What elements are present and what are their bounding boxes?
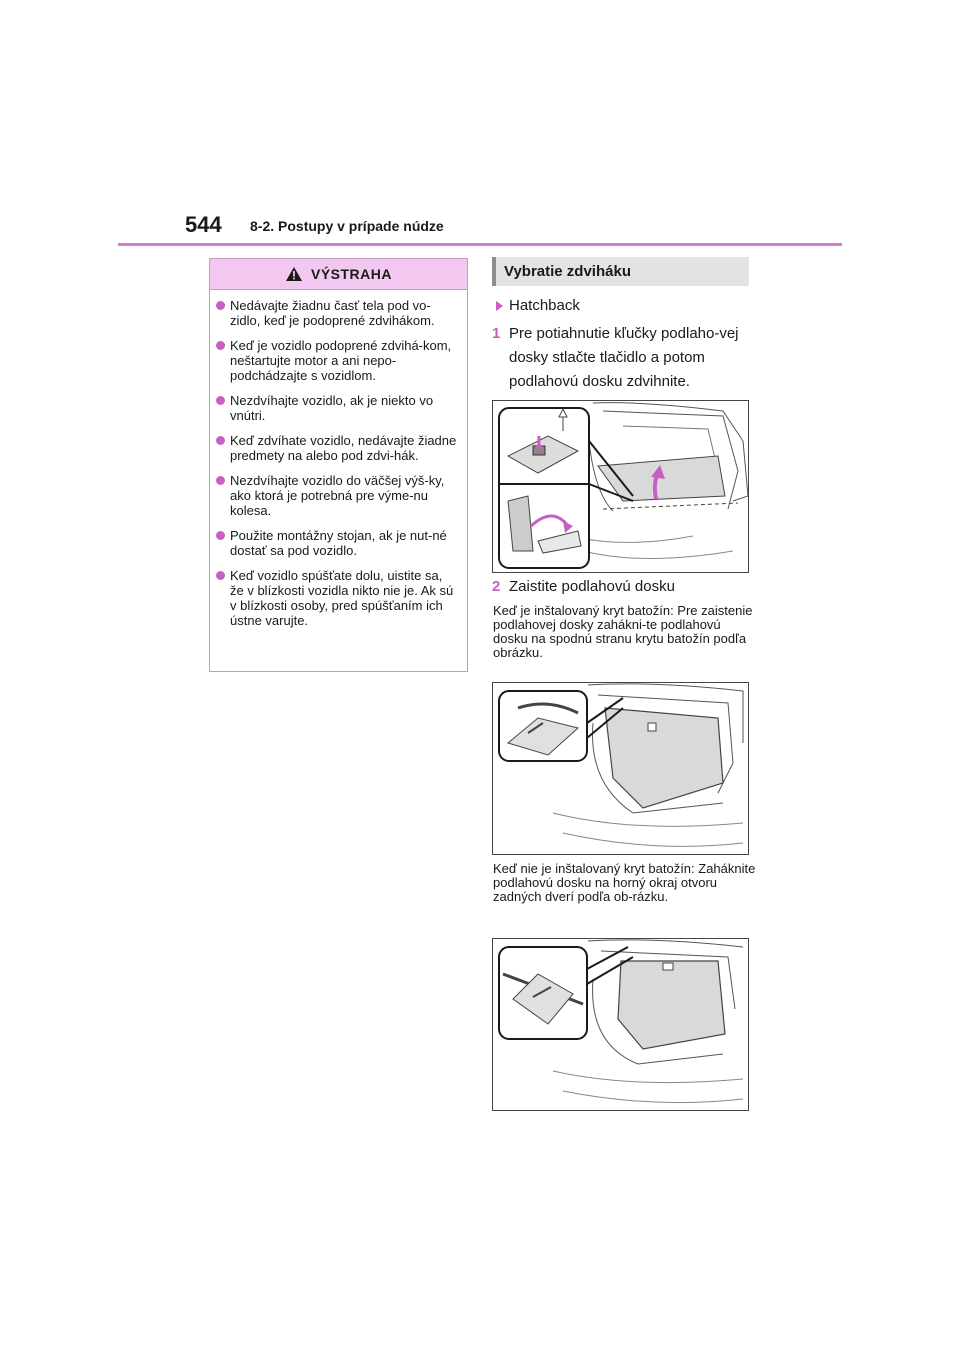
warning-header (210, 259, 467, 290)
list-item: Keď vozidlo spúšťate dolu, uistite sa, že v blízkosti vozidla nikto nie je. Ak sú v blízkosti osoby, pred spúšťaním ich ústne varujte. (216, 568, 459, 628)
figure-lift-floor-board (492, 400, 749, 573)
figure-hook-under-cover (492, 682, 749, 855)
triangle-bullet-icon (496, 301, 503, 311)
step-1 (492, 322, 762, 394)
figure-hook-on-opening (492, 938, 749, 1111)
warning-triangle-icon (285, 266, 303, 282)
step-text: Zaistite podlahovú dosku (509, 578, 675, 595)
list-item: Keď zdvíhate vozidlo, nedávajte žiadne predmety na alebo pod zdvi-hák. (216, 433, 459, 463)
list-item: Keď je vozidlo podoprené zdvihá-kom, neštartujte motor a ani nepo-podchádzajte s vozidlom. (216, 338, 459, 383)
list-item: Nezdvíhajte vozidlo, ak je niekto vo vnútri. (216, 393, 459, 423)
step-text: Pre potiahnutie kľučky podlaho-vej dosky stlačte tlačidlo a potom podlahovú dosku zdvihnite. (509, 325, 739, 390)
note-without-cover: Keď nie je inštalovaný kryt batožín: Zaháknite podlahovú dosku na horný okraj otvoru zadných dverí podľa ob-rázku. (493, 861, 756, 904)
step-2 (492, 578, 675, 595)
subsection-title: Vybratie zdviháku (492, 257, 749, 286)
header-rule (118, 243, 842, 246)
warning-title: VÝSTRAHA (310, 266, 392, 282)
bullet-icon (216, 436, 225, 445)
list-item: Použite montážny stojan, ak je nut-né dostať sa pod vozidlo. (216, 528, 459, 558)
bullet-icon (216, 571, 225, 580)
note-with-cover: Keď je inštalovaný kryt batožín: Pre zaistenie podlahovej dosky zahákni-te podlahovú dosku na spodnú stranu krytu batožín podľa obrázku. (493, 603, 753, 660)
step-number: 1 (492, 325, 501, 342)
bullet-icon (216, 301, 225, 310)
list-item: Nedávajte žiadnu časť tela pod vo-zidlo, keď je podoprené zdvihákom. (216, 298, 459, 328)
page-number: 544 (185, 212, 222, 237)
section-title: 8-2. Postupy v prípade núdze (250, 218, 444, 234)
warning-box (209, 258, 468, 672)
bullet-icon (216, 531, 225, 540)
bullet-icon (216, 396, 225, 405)
warning-list (210, 290, 467, 628)
variant-label: Hatchback (496, 297, 580, 314)
list-item: Nezdvíhajte vozidlo do väčšej výš-ky, ako ktorá je potrebná pre výme-nu kolesa. (216, 473, 459, 518)
bullet-icon (216, 476, 225, 485)
bullet-icon (216, 341, 225, 350)
step-number: 2 (492, 578, 501, 595)
